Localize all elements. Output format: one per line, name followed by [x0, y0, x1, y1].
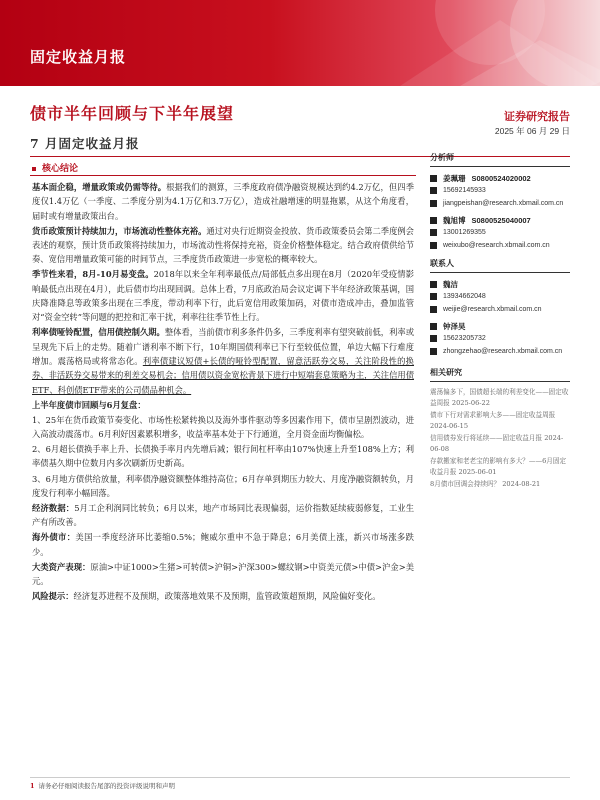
analyst-name-row — [430, 214, 570, 226]
related-item[interactable]: 信用债券发行将延续——固定收益月报 2024-06-08 — [430, 434, 564, 453]
contact-phone: 13934662048 — [443, 293, 486, 300]
analysts-title: 分析师 — [430, 150, 570, 167]
paragraph-text: 根据我们的测算，三季度政府债净融资规模达到约4.2万亿，但四季度仅1.4万亿（一季度、二季度分别为4.1万亿和3.7万亿），造成社融增速的明显拖累，从这个角度看，届时或有增量政策出台。 — [32, 182, 414, 221]
contact-email-row — [430, 303, 570, 316]
analyst-card — [430, 172, 570, 210]
report-date: 2025 年 06 月 29 日 — [494, 126, 570, 136]
paragraph-monetary — [32, 224, 414, 267]
contact-email[interactable]: weijie@research.xbmail.com.cn — [443, 306, 542, 313]
header-banner — [0, 0, 600, 86]
email-icon — [430, 306, 437, 313]
paragraph-lead: 经济数据： — [32, 502, 75, 513]
paragraph-text: 经济复苏进程不及预期，政策落地效果不及预期，监管政策超预期，风险偏好变化。 — [73, 591, 381, 602]
email-icon — [430, 348, 437, 355]
related-title: 相关研究 — [430, 365, 570, 382]
analyst-phone-row — [430, 226, 570, 239]
paragraph-underlined-text: 利率债建议短债+长债的哑铃型配置，留意活跃券交易，关注阶段性的换券、非活跃券交易带来的利差交易机会；信用债以资金宽松背景下进行中短端套息策略为主，关注信用债ETF、科创债ETF带来的公司债品种机会。 — [32, 355, 414, 395]
paragraph-text: 整体看，当前债市利多条件仍多，三季度利率有望突破前低，利率或呈现先下后上的走势。随着广谱利率不断下行，10年期国债利率已下行至较低位置，单边大幅下行难度增加。震荡格局或将常态化。 — [32, 327, 414, 366]
paragraph-text: 2018年以来全年利率最低点/局部低点多出现在8月（2020年受疫情影响最低点出现在4月），此后债市均出现回调。总体上看，7月底政治局会议定调下半年经济政策基调，国庆降准降息等政策多出现在三季度，带动利率下行，此后宽信用政策加码，对债市造成冲击，叠加监管对“资金空转”等问题的把控和汇率干扰，利率往往季节性上行。 — [32, 269, 414, 323]
person-icon — [430, 323, 437, 330]
phone-icon — [430, 187, 437, 194]
person-icon — [430, 175, 437, 182]
footer-divider — [30, 777, 570, 778]
person-icon — [430, 281, 437, 288]
analyst-card — [430, 214, 570, 252]
analyst-email[interactable]: jiangpeishan@research.xbmail.com.cn — [443, 200, 564, 207]
paragraph-overseas — [32, 530, 414, 559]
analyst-license: S0800525040007 — [471, 215, 531, 225]
paragraph-text: 原油>中证1000>生猪>可转债>沪铜>沪深300>螺纹钢>中资美元债>中债>沪金>美元。 — [32, 561, 414, 586]
contact-phone-row — [430, 290, 570, 303]
paragraph-assets — [32, 560, 414, 589]
report-type: 证券研究报告 — [504, 110, 570, 123]
related-item[interactable]: 8月债市回调会持续吗？ 2024-08-21 — [430, 480, 541, 488]
contacts-title: 联系人 — [430, 256, 570, 273]
contact-email[interactable]: zhongzehao@research.xbmail.com.cn — [443, 348, 563, 355]
key-points-heading-text: 核心结论 — [42, 164, 79, 174]
related-item[interactable]: 存款搬家和老老宝的影响有多大？——6月固定收益月报 2025-06-01 — [430, 457, 567, 476]
related-research — [430, 365, 570, 490]
paragraph-fundamentals — [32, 180, 414, 223]
analyst-phone: 15692145933 — [443, 187, 486, 194]
paragraph-text: 通过对央行近期资金投放、货币政策委员会第二季度例会表述的观察，预计货币政策将持续加力，市场流动性将保持充裕，资金价格整体稳定。结合政府债供给节奏、宽信用增量政策可能的时间节点，三季度货币政策进一步宽松的概率较大。 — [32, 225, 414, 265]
contact-card — [430, 278, 570, 316]
related-item[interactable]: 债市下行对需求影响大多——固定收益周报 2024-06-15 — [430, 411, 556, 430]
review-item-1: 1、25年在货币政策节奏变化、市场性松紧转换以及海外事件驱动等多因素作用下，债市呈剧烈波动，进入高波动震荡市。6月利好因素累积增多，收益率基本处于下行通道，全月资金面均衡偏松。 — [32, 414, 414, 440]
contact-name: 钟泽昊 — [443, 321, 466, 331]
paragraph-lead: 季节性来看，8月-10月易变盘。 — [32, 269, 154, 280]
related-item[interactable]: 震荡偏多下，国债超长端的利差变化——固定收益周报 2025-06-22 — [430, 388, 569, 407]
review-item-2: 2、6月超长债换手率上升、长债换手率月内先增后减；银行间杠杆率由107%快速上升至108%上方；利率债基久期中位数月内多次刷新历史新高。 — [32, 444, 414, 469]
contact-card — [430, 320, 570, 358]
paragraph-lead: 利率债哑铃配置，信用债控制久期。 — [32, 327, 165, 338]
contact-email-row — [430, 345, 570, 358]
analyst-email[interactable]: weixubo@research.xbmail.com.cn — [443, 242, 550, 249]
analyst-phone: 13001269355 — [443, 229, 486, 236]
key-points-heading — [32, 161, 78, 174]
contact-name: 魏洁 — [443, 279, 458, 289]
paragraph-text: 美国一季度经济环比萎缩0.5%；鲍威尔重申不急于降息；6月美债上涨，新兴市场涨多跌少。 — [32, 532, 414, 557]
phone-icon — [430, 293, 437, 300]
review-heading: 上半年度债市回顾与6月复盘： — [32, 399, 146, 410]
analyst-name: 姜珮珊 — [443, 173, 466, 183]
banner-title: 固定收益月报 — [30, 48, 127, 66]
analyst-name: 魏旭博 — [443, 215, 466, 225]
paragraph-allocation — [32, 325, 414, 396]
paragraph-lead: 风险提示： — [32, 591, 74, 602]
email-icon — [430, 242, 437, 249]
page-subtitle: 7 月固定收益月报 — [30, 136, 140, 151]
paragraph-lead: 大类资产表现： — [32, 561, 91, 572]
main-content — [32, 180, 414, 604]
person-icon — [430, 217, 437, 224]
page-title: 债市半年回顾与下半年展望 — [30, 104, 235, 123]
paragraph-lead: 基本面企稳，增量政策或仍需等待。 — [32, 182, 167, 192]
paragraph-seasonality — [32, 267, 414, 324]
footer — [30, 781, 175, 790]
analyst-email-row — [430, 197, 570, 210]
analyst-email-row — [430, 239, 570, 252]
sidebar — [430, 150, 570, 492]
footer-disclaimer: 请务必仔细阅读报告尾部的投资评级说明和声明 — [38, 782, 176, 790]
paragraph-risk — [32, 589, 414, 603]
contact-phone: 15623205732 — [443, 335, 486, 342]
phone-icon — [430, 229, 437, 236]
page-number: 1 — [30, 782, 35, 790]
contact-name-row — [430, 320, 570, 332]
decorative-pattern — [340, 0, 600, 86]
paragraph-text: 5月工企利润同比转负；6月以来，地产市场同比表现偏弱，运价指数延续疲弱修复，工业生产有所改善。 — [32, 502, 414, 528]
analyst-license: S0800524020002 — [471, 173, 531, 183]
contact-phone-row — [430, 332, 570, 345]
bullet-square-icon — [32, 167, 36, 171]
paragraph-lead: 货币政策预计持续加力，市场流动性整体充裕。 — [32, 225, 207, 236]
email-icon — [430, 200, 437, 207]
contact-name-row — [430, 278, 570, 290]
paragraph-economy — [32, 501, 414, 530]
phone-icon — [430, 335, 437, 342]
analyst-name-row — [430, 172, 570, 184]
key-points-divider — [30, 175, 416, 176]
paragraph-lead: 海外债市： — [32, 532, 76, 543]
review-item-3: 3、6月地方债供给放量，利率债净融资额整体维持高位；6月存单到期压力较大、月度净融资额转负，月度发行利率小幅回落。 — [32, 473, 414, 498]
analyst-phone-row — [430, 184, 570, 197]
